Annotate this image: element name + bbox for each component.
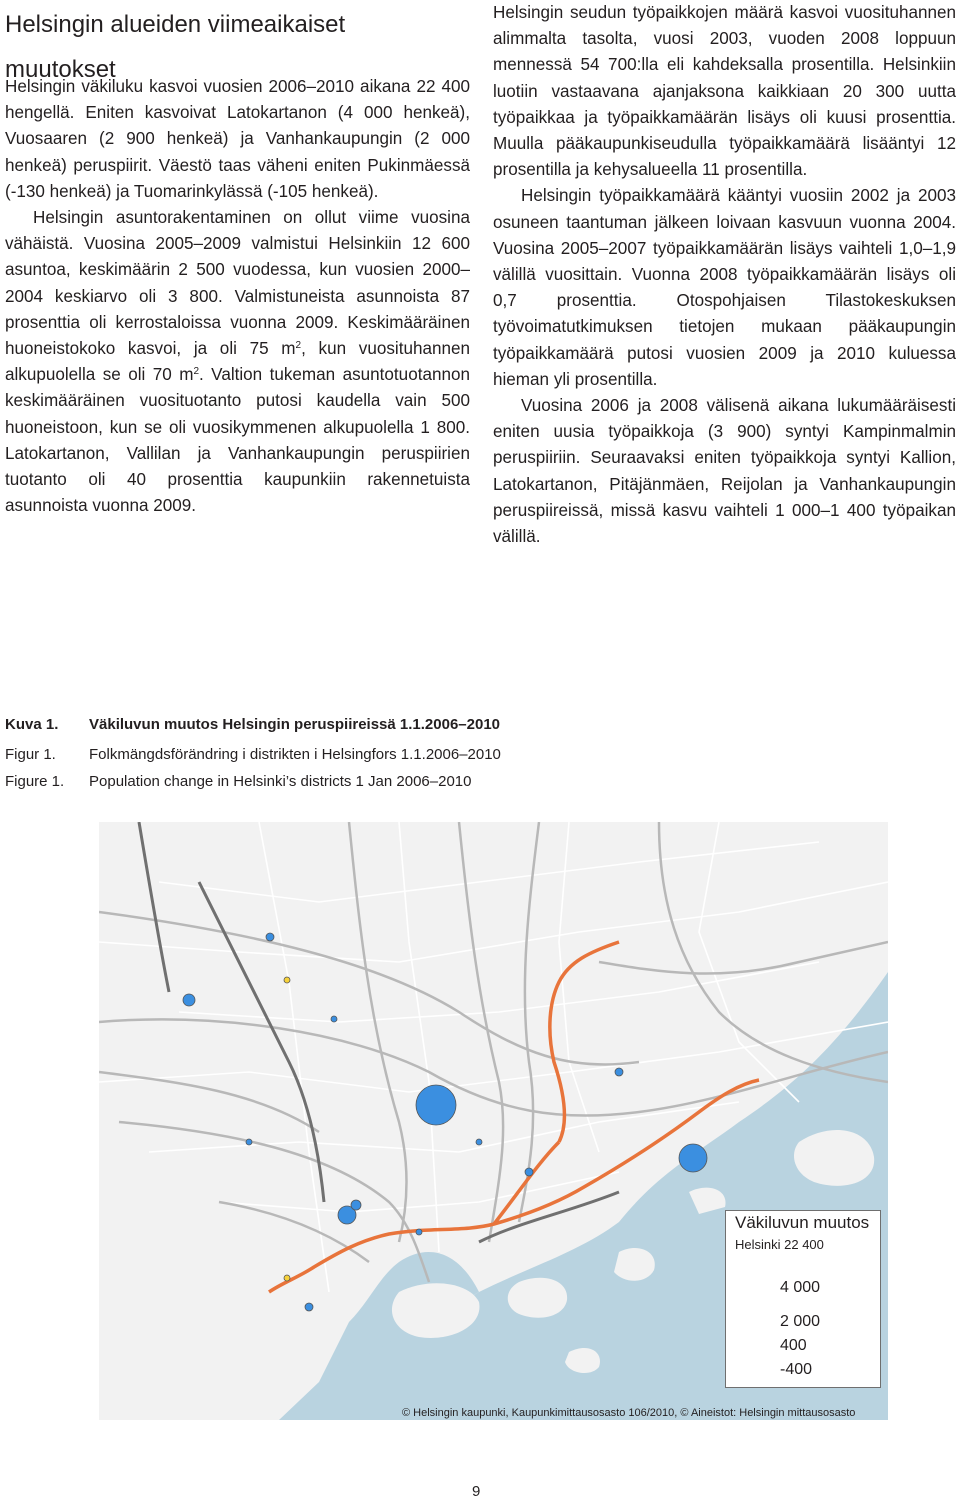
legend-subtitle: Helsinki 22 400 xyxy=(735,1237,824,1252)
circle-district xyxy=(476,1139,482,1145)
heading-line-1: Helsingin alueiden viimeaikaiset xyxy=(5,11,346,38)
circle-vuosaari xyxy=(679,1144,707,1172)
circle-decline-tuomarinkyla xyxy=(284,977,290,983)
island xyxy=(614,1248,655,1281)
circle-district xyxy=(416,1229,422,1235)
map-credit: © Helsingin kaupunki, Kaupunkimittausosasto 106/2010, © Aineistot: Helsingin mittausosasto xyxy=(402,1407,856,1419)
circle-latokartano xyxy=(416,1085,456,1125)
circle-district xyxy=(351,1200,361,1210)
circle-district xyxy=(266,933,274,941)
superscript-2b: 2 xyxy=(193,366,199,378)
caption-fi-label: Kuva 1. xyxy=(5,716,59,733)
paragraph-jobs-region: Helsingin seudun työpaikkojen määrä kasvoi vuosituhannen alimmalta tasolta, vuosi 2003, vuoden 2008 loppuun mennessä 54 700:lla eli kahdeksalla prosentilla. Helsinkiin luotiin vastaavana ajanjaksona kaikkiaan 20 300 uutta työpaikkaa ja työpaikkamäärän lisäys oli kuusi prosenttia. Muulla pääkaupunkiseudulla työpaikkamäärä lisääntyi 12 prosentilla ja kehysalueella 11 prosentilla. xyxy=(493,3,956,180)
caption-fi-text: Väkiluvun muutos Helsingin peruspiireissä 1.1.2006–2010 xyxy=(89,716,501,733)
population-change-map xyxy=(99,822,888,1420)
housing-text-a: Helsingin asuntorakentaminen on ollut viime vuosina vähäistä. Vuosina 2005–2009 valmistui Helsinkiin 12 600 asuntoa, keskimäärin 2 500 vuodessa, kun vuosien 2000–2004 keskiarvo oli 3 800. Valmistuneista asunnoista 87 prosenttia oli kerrostaloissa vuonna 2009. Keskimääräinen huoneistokoko kasvoi, ja oli 75 m xyxy=(5,208,470,359)
legend-value-4000: 4 000 xyxy=(780,1279,821,1296)
superscript-2a: 2 xyxy=(295,340,302,352)
page-number: 9 xyxy=(472,1483,481,1500)
paragraph-population: Helsingin väkiluku kasvoi vuosien 2006–2010 aikana 22 400 hengellä. Eniten kasvoivat Latokartanon (4 000 henkeä), Vuosaaren (2 900 henkeä) ja Vanhankaupungin (2 000 henkeä) peruspiirit. Väestö taas väheni eniten Pukinmäessä (-130 henkeä) ja Tuomarinkylässä (-105 henkeä). xyxy=(5,77,470,201)
caption-en-text: Population change in Helsinki’s districts 1 Jan 2006–2010 xyxy=(89,773,472,790)
paragraph-housing xyxy=(5,205,470,519)
island xyxy=(794,1130,874,1186)
paragraph-jobs-trend: Helsingin työpaikkamäärä kääntyi vuosiin 2002 ja 2003 osuneen taantuman jälkeen loivaan kasvuun vuonna 2004. Vuosina 2005–2007 työpaikkamäärän lisäys vaihteli 1,0–1,9 välillä vuosittain. Vuonna 2008 työpaikkamäärän lisäys oli 0,7 prosenttia. Otospohjaisen Tilastokeskuksen työvoimatutkimuksen tietojen mukaan pääkaupungin työpaikkamäärä putosi vuosien 2009 ja 2010 kuluessa hieman yli prosentilla. xyxy=(493,186,956,389)
housing-text-c: . Valtion tukeman asuntotuotannon keskimääräinen vuosituotanto putosi kaudella vain 500 huoneistoon, kun se oli vuosikymmenen alkupuolella 1 800. Latokartanon, Vallilan ja Vanhankaupungin peruspiirien tuotanto oli 40 prosenttia kaupunkiin rakennetuista asunnoista vuonna 2009. xyxy=(5,365,470,516)
legend-value-minus400: -400 xyxy=(780,1361,813,1378)
island xyxy=(508,1278,567,1318)
legend-value-2000: 2 000 xyxy=(780,1313,821,1330)
paragraph-jobs-districts: Vuosina 2006 ja 2008 välisenä aikana lukumääräisesti eniten uusia työpaikkoja (3 900) syntyi Kampinmalmin peruspiiriin. Seuraavaksi eniten työpaikkoja syntyi Kallion, Latokartanon, Pitäjänmäen, Reijolan ja Vanhankaupungin peruspiireissä, missä kasvu vaihteli 1 000–1 400 työpaikan välillä. xyxy=(493,396,956,547)
caption-sv-text: Folkmängdsförändring i distrikten i Helsingfors 1.1.2006–2010 xyxy=(89,746,501,763)
caption-sv-label: Figur 1. xyxy=(5,746,56,763)
circle-district xyxy=(331,1016,337,1022)
legend-title: Väkiluvun muutos xyxy=(735,1213,870,1232)
circle-district xyxy=(305,1303,313,1311)
main-roads xyxy=(139,822,619,1242)
caption-en-label: Figure 1. xyxy=(5,773,65,790)
left-text-column xyxy=(5,74,470,519)
map-legend xyxy=(725,1210,881,1388)
right-text-column xyxy=(493,0,956,550)
circle-district xyxy=(246,1139,252,1145)
heading-line-2: muutokset xyxy=(5,56,116,83)
circle-district xyxy=(525,1168,533,1176)
circle-district xyxy=(183,994,195,1006)
circle-district xyxy=(615,1068,623,1076)
circle-decline-pukinmaki xyxy=(284,1275,290,1281)
legend-value-400: 400 xyxy=(780,1337,807,1354)
housing-text-b: , kun vuosituhannen alkupuolella se oli 70 m xyxy=(5,339,470,385)
